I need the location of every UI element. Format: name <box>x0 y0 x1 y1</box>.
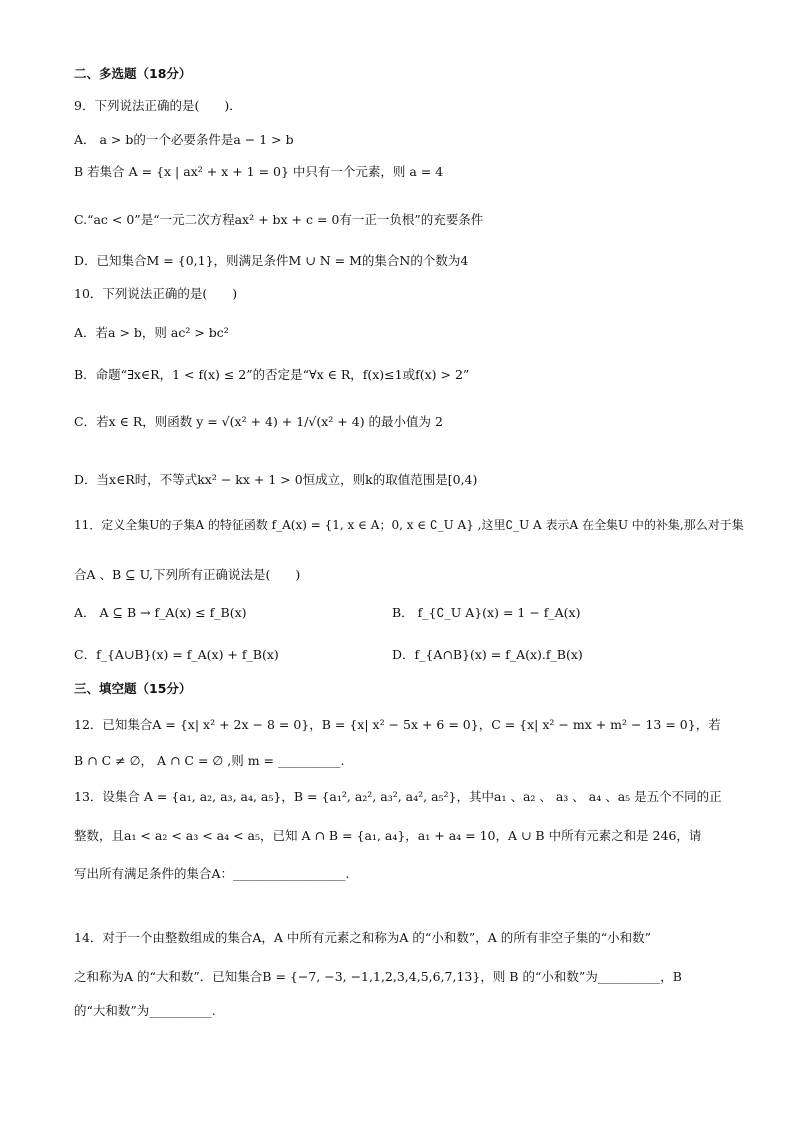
question-9-stem: 9．下列说法正确的是( )． <box>74 98 242 113</box>
question-13-line-3: 写出所有满足条件的集合A：__________________. <box>74 866 350 881</box>
question-14-line-3: 的“大和数”为__________. <box>74 1003 216 1018</box>
question-11-option-a: A． A ⊆ B → f_A(x) ≤ f_B(x) <box>74 605 247 620</box>
question-14-line-1: 14．对于一个由整数组成的集合A，A 中所有元素之和称为A 的“小和数”，A 的所有非空子集的“小和数” <box>74 930 651 945</box>
question-13-line-2: 整数，且a₁ < a₂ < a₃ < a₄ < a₅，已知 A ∩ B = {a₁, a₄}，a₁ + a₄ = 10，A ∪ B 中所有元素之和是 246，请 <box>74 828 702 843</box>
question-10-stem: 10．下列说法正确的是( ) <box>74 286 238 301</box>
question-11-option-b: B． f_{∁_U A}(x) = 1 − f_A(x) <box>392 605 581 620</box>
question-9-option-c: C.“ac < 0”是“一元二次方程ax² + bx + c = 0有一正一负根”的充要条件 <box>74 212 484 227</box>
question-10-option-b: B．命题“∃x∈R，1 < f(x) ≤ 2”的否定是“∀x ∈ R，f(x)≤1或f(x) > 2” <box>74 367 470 382</box>
question-11-option-d: D．f_{A∩B}(x) = f_A(x).f_B(x) <box>392 647 583 662</box>
question-14-line-2: 之和称为A 的“大和数”．已知集合B = {−7, −3, −1,1,2,3,4,5,6,7,13}，则 B 的“小和数”为__________，B <box>74 969 682 984</box>
question-9-option-b: B 若集合 A = {x | ax² + x + 1 = 0} 中只有一个元素，则 a = 4 <box>74 164 444 179</box>
question-12-line-1: 12．已知集合A = {x| x² + 2x − 8 = 0}，B = {x| x² − 5x + 6 = 0}，C = {x| x² − mx + m² − 13 = 0}，若 <box>74 717 721 732</box>
question-10-option-d: D．当x∈R时，不等式kx² − kx + 1 > 0恒成立，则k的取值范围是[0,4) <box>74 472 478 487</box>
question-10-option-a: A．若a > b，则 ac² > bc² <box>74 325 229 340</box>
question-9-option-a: A． a > b的一个必要条件是a − 1 > b <box>74 132 294 147</box>
question-9-option-d: D．已知集合M = {0,1}，则满足条件M ∪ N = M的集合N的个数为4 <box>74 253 469 268</box>
question-11-stem-line-1: 11．定义全集U的子集A 的特征函数 f_A(x) = {1, x ∈ A；0, x ∈ ∁_U A} ,这里∁_U A 表示A 在全集U 中的补集,那么对于集 <box>74 518 744 532</box>
section-heading-fill-in: 三、填空题（15分） <box>74 681 192 696</box>
question-11-stem-line-2: 合A 、B ⊆ U,下列所有正确说法是( ) <box>74 567 301 582</box>
question-13-line-1: 13．设集合 A = {a₁, a₂, a₃, a₄, a₅}，B = {a₁², a₂², a₃², a₄², a₅²}，其中a₁ 、a₂ 、 a₃ 、 a₄ 、a₅ 是五个不同的正 <box>74 789 722 804</box>
question-11-option-c: C．f_{A∪B}(x) = f_A(x) + f_B(x) <box>74 647 279 662</box>
question-10-option-c: C．若x ∈ R，则函数 y = √(x² + 4) + 1/√(x² + 4) 的最小值为 2 <box>74 414 443 429</box>
question-12-line-2: B ∩ C ≠ ∅， A ∩ C = ∅ ,则 m = __________. <box>74 753 345 768</box>
section-heading-multiple-choice: 二、多选题（18分） <box>74 66 192 81</box>
